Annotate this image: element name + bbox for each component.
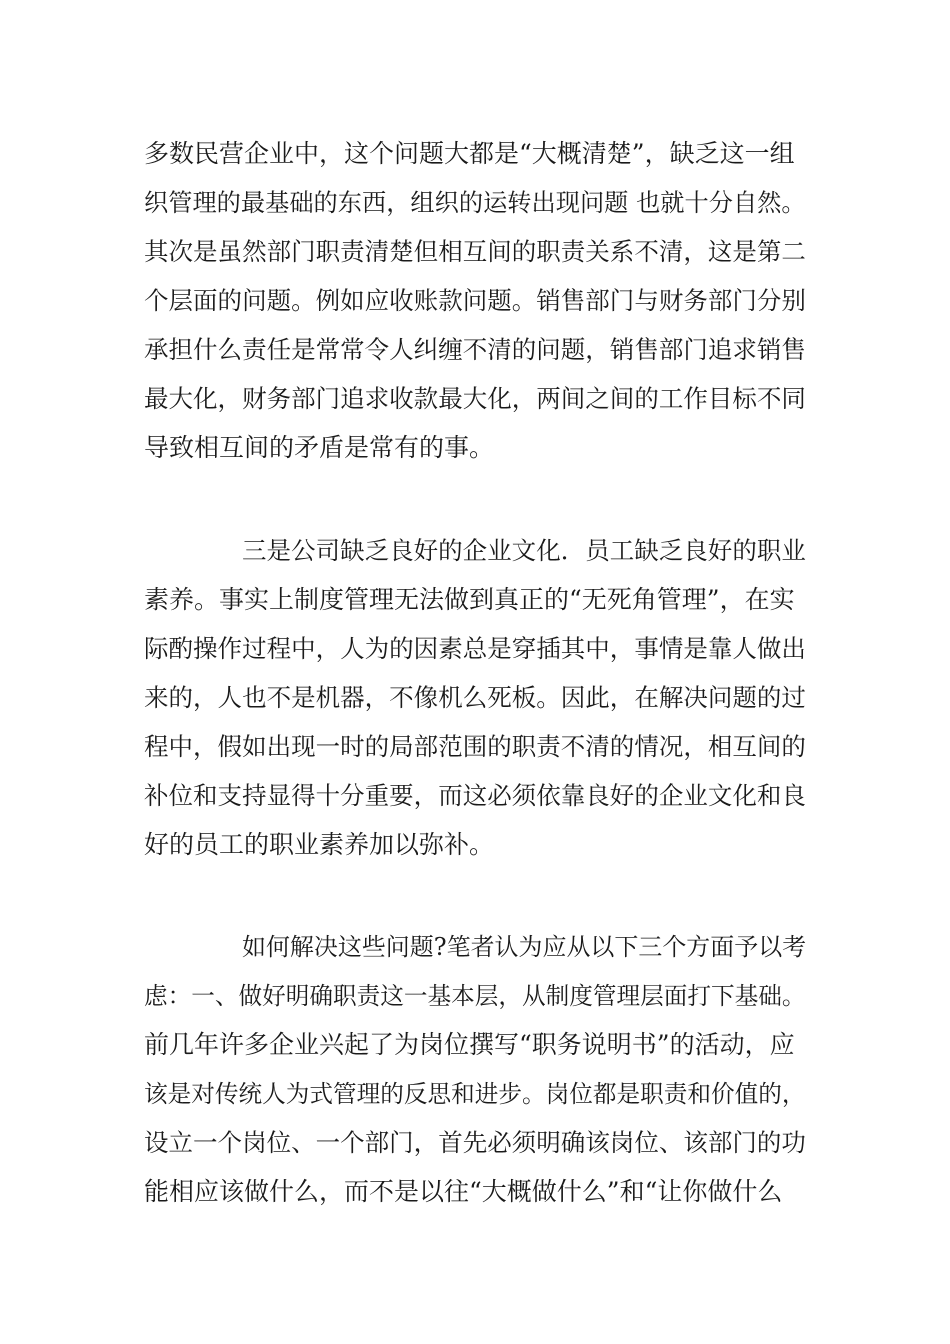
paragraph-1-line-2: 织管理的最基础的东西，组织的运转出现问题 也就十分自然。 <box>144 189 806 217</box>
paragraph-1-line-6: 最大化，财务部门追求收款最大化，两间之间的工作目标不同 <box>144 384 806 413</box>
paragraph-2-line-2: 素养。事实上制度管理无法做到真正的“无死角管理”，在实 <box>144 585 795 614</box>
paragraph-3-line-3: 前几年许多企业兴起了为岗位撰写“职务说明书”的活动，应 <box>144 1030 795 1059</box>
paragraph-1-line-5: 承担什么责任是常常令人纠缠不清的问题，销售部门追求销售 <box>144 335 806 364</box>
paragraph-2-line-1: 三是公司缺乏良好的企业文化．员工缺乏良好的职业 <box>242 536 806 565</box>
paragraph-2-line-3: 际酌操作过程中，人为的因素总是穿插其中，事情是靠人做出 <box>144 634 806 663</box>
paragraph-3-line-5: 设立一个岗位、一个部门，首先必须明确该岗位、该部门的功 <box>144 1128 806 1157</box>
paragraph-3-line-6: 能相应该做什么，而不是以往“大概做什么”和“让你做什么 <box>144 1177 783 1206</box>
paragraph-2-line-7: 好的员工的职业素养加以弥补。 <box>144 830 495 859</box>
paragraph-3-line-4: 该是对传统人为式管理的反思和进步。岗位都是职责和价值的， <box>144 1080 806 1108</box>
paragraph-1-line-1: 多数民营企业中，这个问题大都是“大概清楚”，缺乏这一组 <box>144 139 795 168</box>
paragraph-1-line-7: 导致相互间的矛盾是常有的事。 <box>144 433 495 462</box>
paragraph-1-line-4: 个层面的问题。例如应收账款问题。销售部门与财务部门分别 <box>144 286 806 315</box>
paragraph-2-line-6: 补位和支持显得十分重要，而这必须依靠良好的企业文化和良 <box>144 781 806 810</box>
paragraph-1-line-3: 其次是虽然部门职责清楚但相互间的职责关系不清，这是第二 <box>144 237 806 266</box>
paragraph-2-line-4: 来的，人也不是机器，不像机么死板。因此，在解决问题的过 <box>144 683 806 712</box>
paragraph-2-line-5: 程中，假如出现一时的局部范围的职责不清的情况，相互间的 <box>144 732 806 761</box>
paragraph-3-line-1: 如何解决这些问题?笔者认为应从以下三个方面予以考 <box>242 933 807 961</box>
paragraph-3-line-2: 虑：一、做好明确职责这一基本层，从制度管理层面打下基础。 <box>144 982 806 1010</box>
